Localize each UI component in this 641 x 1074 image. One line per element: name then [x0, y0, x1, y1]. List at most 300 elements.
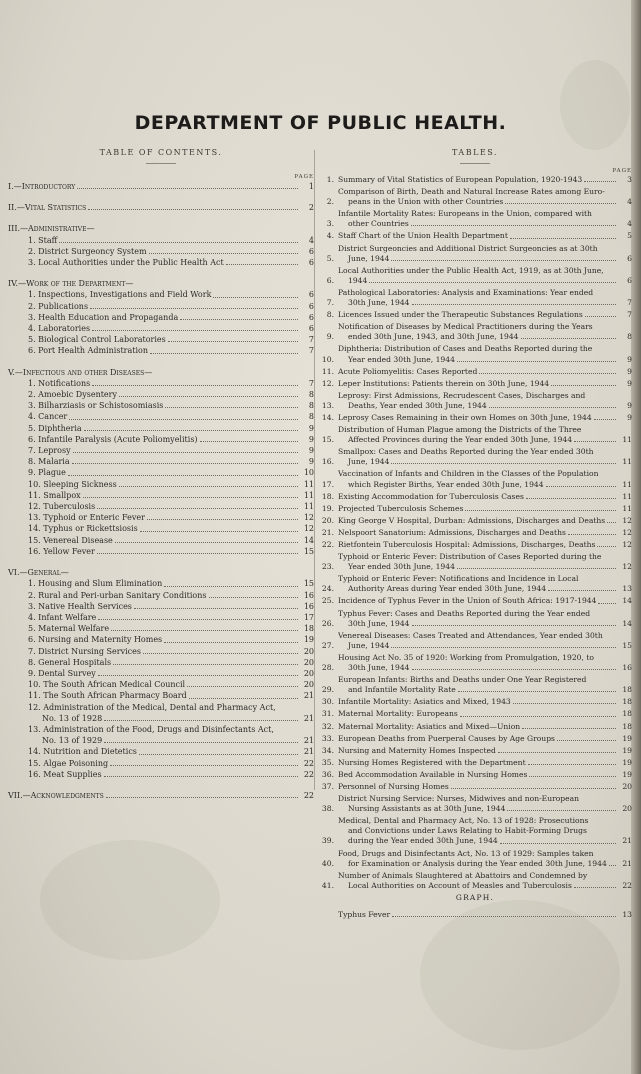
- contents-entry[interactable]: [8, 546, 314, 557]
- table-entry[interactable]: [318, 734, 632, 744]
- table-entry-text: 30th June, 1944: [348, 618, 410, 628]
- section-page: 1: [308, 182, 314, 191]
- dot-leader: [106, 797, 298, 798]
- table-entry-line: [338, 540, 618, 550]
- table-entry-line: [338, 367, 618, 377]
- table-entry[interactable]: [318, 596, 632, 606]
- entry-text: 4. Laboratories: [28, 324, 91, 334]
- table-entry[interactable]: [318, 175, 632, 185]
- dot-leader: [391, 647, 616, 648]
- table-entry-text: District Surgeoncies and Additional District Surgeoncies as at 30th: [338, 243, 598, 253]
- dot-leader: [200, 441, 298, 442]
- table-page: 8: [627, 332, 632, 342]
- heading-rule: [460, 163, 490, 164]
- table-entry-text: June, 1944: [348, 253, 390, 263]
- contents-entry[interactable]: [8, 345, 314, 356]
- table-entry[interactable]: [318, 516, 632, 526]
- dot-leader: [585, 316, 616, 317]
- table-number: 28.: [321, 663, 334, 673]
- table-entry[interactable]: [318, 266, 632, 286]
- entry-page: 20: [303, 680, 314, 690]
- table-page: 21: [622, 836, 632, 846]
- section-label: VII.—Acknowledgments: [8, 790, 104, 800]
- table-entry-text: Smallpox: Cases and Deaths Reported during the Year ended 30th: [338, 447, 594, 457]
- table-page: 11: [622, 491, 632, 501]
- section-page: 22: [303, 790, 314, 800]
- table-entry-line: [338, 734, 618, 744]
- table-page: 9: [627, 354, 632, 364]
- table-number: 26.: [321, 618, 334, 628]
- table-entry[interactable]: [318, 469, 632, 489]
- table-entry-body: [338, 722, 618, 732]
- table-number: 10.: [321, 354, 334, 364]
- table-number: 25.: [321, 596, 334, 606]
- table-entry[interactable]: [318, 722, 632, 732]
- contents-entry[interactable]: [8, 257, 314, 268]
- table-entry-text: King George V Hospital, Durban: Admissions, Discharges and Deaths: [338, 515, 606, 525]
- table-entry[interactable]: [318, 187, 632, 207]
- entry-text: 3. Local Authorities under the Public Health Act: [28, 258, 224, 268]
- table-entry[interactable]: [318, 504, 632, 514]
- table-entry-line: [338, 197, 618, 207]
- contents-entry[interactable]: [8, 490, 314, 501]
- dot-leader: [528, 764, 616, 765]
- table-number: 21.: [321, 527, 334, 537]
- table-entry-text: European Deaths from Puerperal Causes by Age Groups: [338, 733, 555, 743]
- table-entry-text: Local Authorities on Account of Measles and Tuberculosis: [348, 880, 572, 890]
- contents-entry[interactable]: [8, 301, 314, 312]
- table-entry-line: [338, 794, 618, 804]
- table-entry-line: [338, 562, 618, 572]
- table-entry-line: [338, 332, 618, 342]
- contents-entry[interactable]: [8, 690, 314, 701]
- table-entry[interactable]: [318, 552, 632, 572]
- entry-page: 6: [308, 246, 314, 256]
- entry-text: 11. The South African Pharmacy Board: [28, 691, 187, 701]
- dot-leader: [489, 407, 616, 408]
- table-entry[interactable]: [318, 344, 632, 364]
- table-entry-line: [338, 826, 618, 836]
- entry-page: 9: [308, 446, 314, 456]
- table-entry-text: Vaccination of Infants and Children in the Classes of the Population: [338, 469, 599, 479]
- contents-entry[interactable]: [8, 657, 314, 668]
- entry-page: 21: [303, 747, 314, 757]
- dot-leader: [92, 330, 298, 331]
- table-entry[interactable]: [318, 746, 632, 756]
- table-entry[interactable]: [318, 540, 632, 550]
- dot-leader: [574, 441, 616, 442]
- table-entry[interactable]: [318, 447, 632, 467]
- table-number: 24.: [321, 584, 334, 594]
- entry-page: 8: [308, 412, 314, 422]
- dot-leader: [119, 396, 298, 397]
- dot-leader: [594, 419, 616, 420]
- table-entry-line: [338, 804, 618, 814]
- entry-text: 16. Meat Supplies: [28, 769, 102, 779]
- contents-section[interactable]: [8, 278, 314, 289]
- table-number: 29.: [321, 685, 334, 695]
- table-entry[interactable]: [318, 391, 632, 411]
- entry-page: 6: [308, 301, 314, 311]
- table-entry-line: [338, 425, 618, 435]
- table-page: 9: [627, 412, 632, 422]
- contents-entry[interactable]: [8, 623, 314, 634]
- entry-text: 10. The South African Medical Council: [28, 680, 186, 690]
- contents-entry[interactable]: [8, 724, 314, 746]
- table-entry-line: [338, 379, 618, 389]
- table-page: 18: [622, 721, 632, 731]
- contents-entry[interactable]: [8, 523, 314, 534]
- dot-leader: [77, 188, 298, 189]
- contents-entry[interactable]: [8, 423, 314, 434]
- dot-leader: [149, 253, 298, 254]
- entry-page: 9: [308, 434, 314, 444]
- table-entry-line: [338, 288, 618, 298]
- dot-leader: [73, 452, 298, 453]
- table-page: 20: [622, 781, 632, 791]
- graph-entry-page: 13: [622, 909, 632, 919]
- table-entry[interactable]: [318, 379, 632, 389]
- paper-stain: [420, 900, 620, 1050]
- table-entry-line: [338, 641, 618, 651]
- table-entry-line: [338, 552, 618, 562]
- table-page: 19: [622, 745, 632, 755]
- contents-section[interactable]: [8, 202, 314, 213]
- contents-entry-line: [8, 724, 314, 735]
- contents-entry[interactable]: [8, 758, 314, 769]
- table-number: 30.: [321, 697, 334, 707]
- dot-leader: [505, 203, 616, 204]
- entry-text: 12. Tuberculosis: [28, 502, 96, 512]
- section-label: II.—Vital Statistics: [8, 203, 87, 213]
- contents-entry[interactable]: [8, 746, 314, 757]
- table-entry[interactable]: [318, 310, 632, 320]
- dot-leader: [412, 669, 617, 670]
- table-entry[interactable]: [318, 367, 632, 377]
- table-number: 17.: [321, 479, 334, 489]
- table-entry-text: for Examination or Analysis during the Year ended 30th June, 1944: [348, 858, 607, 868]
- table-page: 7: [627, 310, 632, 320]
- contents-section[interactable]: [8, 790, 314, 801]
- section-label: V.—Infectious and other Diseases—: [8, 367, 153, 377]
- table-number: 13.: [321, 400, 334, 410]
- table-entry[interactable]: [318, 709, 632, 719]
- table-entry-text: Licences Issued under the Therapeutic Substances Regulations: [338, 310, 583, 320]
- entry-page: 6: [308, 258, 314, 268]
- table-page: 12: [622, 562, 632, 572]
- contents-entry[interactable]: [8, 646, 314, 657]
- contents-entry[interactable]: [8, 378, 314, 389]
- table-entry[interactable]: [318, 231, 632, 241]
- entry-text: 2. Rural and Peri-urban Sanitary Conditions: [28, 590, 207, 600]
- table-entry-text: ended 30th June, 1943, and 30th June, 1944: [348, 332, 519, 342]
- dot-leader: [98, 675, 298, 676]
- table-entry-text: European Infants: Births and Deaths under One Year Registered: [338, 675, 587, 685]
- table-entry-body: [338, 709, 618, 719]
- table-entry-line: [338, 187, 618, 197]
- table-number: 35.: [321, 757, 334, 767]
- dot-leader: [97, 553, 298, 554]
- table-page: 12: [622, 527, 632, 537]
- table-entry-line: [338, 697, 618, 707]
- entry-text: 2. Amoebic Dysentery: [28, 390, 118, 400]
- contents-section[interactable]: [8, 367, 314, 378]
- table-entry-line: [338, 528, 618, 538]
- table-entry-body: [338, 794, 618, 814]
- table-entry-body: [338, 552, 618, 572]
- table-page: 5: [627, 231, 632, 241]
- dot-leader: [598, 603, 616, 604]
- dot-leader: [584, 181, 616, 182]
- contents-entry[interactable]: [8, 702, 314, 724]
- contents-heading: TABLE OF CONTENTS.: [99, 148, 223, 157]
- contents-entry[interactable]: [8, 535, 314, 546]
- entry-page: 9: [308, 457, 314, 467]
- table-entry-line: [338, 219, 618, 229]
- table-entry-body: [338, 425, 618, 445]
- table-entry-text: Pathological Laboratories: Analysis and Examinations: Year ended: [338, 287, 594, 297]
- entry-page: 9: [308, 423, 314, 433]
- contents-entry[interactable]: [8, 590, 314, 601]
- contents-entry[interactable]: [8, 434, 314, 445]
- table-entry-body: [338, 574, 618, 594]
- entry-page: 12: [303, 524, 314, 534]
- contents-column: [8, 146, 314, 801]
- table-page: 3: [627, 175, 632, 184]
- table-entry-text: Infantile Mortality Rates: Europeans in the Union, compared with: [338, 209, 592, 219]
- table-entry[interactable]: [318, 609, 632, 629]
- dot-leader: [574, 887, 616, 888]
- table-entry[interactable]: [318, 697, 632, 707]
- dot-leader: [226, 264, 298, 265]
- entry-page: 11: [303, 479, 314, 489]
- table-entry-line: [338, 401, 618, 411]
- table-number: 15.: [321, 435, 334, 445]
- dot-leader: [507, 810, 616, 811]
- contents-entry[interactable]: [8, 668, 314, 679]
- table-entry-body: [338, 209, 618, 229]
- contents-entry[interactable]: [8, 512, 314, 523]
- contents-entry[interactable]: [8, 679, 314, 690]
- table-entry-text: which Register Births, Year ended 30th June, 1944: [348, 479, 544, 489]
- table-entry-text: Incidence of Typhus Fever in the Union of South Africa: 1917-1944: [338, 596, 597, 606]
- table-number: 23.: [321, 562, 334, 572]
- table-entry[interactable]: [318, 413, 632, 423]
- contents-entry[interactable]: [8, 389, 314, 400]
- table-entry-line: [338, 310, 618, 320]
- dot-leader: [68, 475, 298, 476]
- table-entry-line: [338, 504, 618, 514]
- dot-leader: [115, 542, 298, 543]
- entry-text: 15. Algae Poisoning: [28, 758, 109, 768]
- contents-entry[interactable]: [8, 289, 314, 300]
- table-entry-text: Maternal Mortality: Asiatics and Mixed—Union: [338, 721, 521, 731]
- contents-entry[interactable]: [8, 235, 314, 246]
- dot-leader: [597, 546, 616, 547]
- table-entry-line: [338, 631, 618, 641]
- table-entry-line: [338, 663, 618, 673]
- table-entry-line: [338, 298, 618, 308]
- table-number: 18.: [321, 491, 334, 501]
- entry-page: 15: [303, 546, 314, 556]
- table-entry[interactable]: [318, 675, 632, 695]
- table-entry-line: [338, 596, 618, 606]
- table-entry[interactable]: [318, 794, 632, 814]
- table-entry-line: [338, 782, 618, 792]
- contents-entry[interactable]: [8, 400, 314, 411]
- table-entry-body: [338, 697, 618, 707]
- table-entry-body: [338, 344, 618, 364]
- table-entry-body: [338, 379, 618, 389]
- table-entry-body: [338, 596, 618, 606]
- table-page: 12: [622, 540, 632, 549]
- table-entry-body: [338, 266, 618, 286]
- table-entry[interactable]: [318, 816, 632, 846]
- entry-page: 8: [308, 401, 314, 411]
- section-label: VI.—General—: [8, 568, 69, 578]
- dot-leader: [513, 703, 616, 704]
- table-entry-line: [338, 457, 618, 467]
- table-entry-text: Typhoid or Enteric Fever: Distribution of Cases Reported during the: [338, 552, 602, 562]
- dot-leader: [521, 338, 616, 339]
- table-page: 11: [622, 457, 632, 467]
- table-number: 9.: [326, 332, 334, 342]
- table-entry[interactable]: [318, 425, 632, 445]
- table-entry-text: Nursing Homes Registered with the Department: [338, 757, 526, 767]
- entry-page: 11: [303, 502, 314, 512]
- table-entry-text: Nelspoort Sanatorium: Admissions, Discharges and Deaths: [338, 527, 566, 537]
- contents-entry[interactable]: [8, 246, 314, 257]
- table-entry-body: [338, 447, 618, 467]
- contents-entry[interactable]: [8, 334, 314, 345]
- entry-text: 1. Notifications: [28, 378, 91, 388]
- entry-text: 4. Cancer: [28, 412, 68, 422]
- contents-entry[interactable]: [8, 456, 314, 467]
- section-label: I.—Introductory: [8, 182, 76, 191]
- table-entry-line: [338, 584, 618, 594]
- dot-leader: [150, 353, 298, 354]
- dot-leader: [457, 361, 616, 362]
- table-entry-text: Housing Act No. 35 of 1920: Working from Promulgation, 1920, to: [338, 652, 594, 662]
- entry-page: 16: [303, 590, 314, 600]
- table-page: 16: [622, 663, 632, 673]
- table-entry-text: Summary of Vital Statistics of European Population, 1920-1943: [338, 175, 583, 184]
- table-entry-body: [338, 770, 618, 780]
- graph-entry[interactable]: [318, 910, 632, 920]
- contents-entry[interactable]: [8, 601, 314, 612]
- contents-entry[interactable]: [8, 467, 314, 478]
- table-entry-text: Medical, Dental and Pharmacy Act, No. 13 of 1928: Prosecutions: [338, 816, 589, 826]
- table-entry-body: [338, 540, 618, 550]
- contents-entry[interactable]: [8, 445, 314, 456]
- table-entry-text: Year ended 30th June, 1944: [348, 354, 455, 364]
- table-entry-line: [338, 322, 618, 332]
- contents-entry[interactable]: [8, 612, 314, 623]
- tables-heading: TABLES.: [452, 148, 498, 157]
- contents-entry[interactable]: [8, 323, 314, 334]
- table-number: 32.: [321, 721, 334, 731]
- contents-section[interactable]: [8, 223, 314, 234]
- dot-leader: [526, 498, 616, 499]
- table-entry[interactable]: [318, 492, 632, 502]
- entry-text: 1. Inspections, Investigations and Field Work: [28, 290, 212, 300]
- contents-entry[interactable]: [8, 578, 314, 589]
- dot-leader: [69, 419, 298, 420]
- contents-entry[interactable]: [8, 769, 314, 780]
- table-entry-text: Comparison of Birth, Death and Natural Increase Rates among Euro-: [338, 187, 605, 197]
- table-page: 6: [627, 253, 632, 263]
- dot-leader: [209, 597, 299, 598]
- table-entry-body: [338, 367, 618, 377]
- dot-leader: [609, 865, 616, 866]
- table-entry-text: Number of Animals Slaughtered at Abattoirs and Condemned by: [338, 870, 588, 880]
- tables-page-label: PAGE: [612, 168, 632, 174]
- contents-entry[interactable]: [8, 411, 314, 422]
- table-entry-line: [338, 413, 618, 423]
- page-edge-shadow: [631, 0, 641, 1074]
- table-number: 27.: [321, 640, 334, 650]
- heading-rule: [146, 163, 176, 164]
- contents-entry[interactable]: [8, 312, 314, 323]
- entry-text: 8. General Hospitals: [28, 657, 112, 667]
- table-entry[interactable]: [318, 574, 632, 594]
- dot-leader: [369, 282, 616, 283]
- table-entry-text: Notification of Diseases by Medical Practitioners during the Years: [338, 322, 593, 332]
- contents-section[interactable]: [8, 181, 314, 192]
- contents-entry[interactable]: [8, 634, 314, 645]
- table-entry[interactable]: [318, 288, 632, 308]
- table-entry-text: 1944: [348, 275, 368, 285]
- table-page: 18: [622, 697, 632, 707]
- contents-entry[interactable]: [8, 479, 314, 490]
- table-entry[interactable]: [318, 871, 632, 891]
- table-entry-line: [338, 244, 618, 254]
- table-entry-body: [338, 413, 618, 423]
- entry-page: 11: [303, 490, 314, 500]
- table-entry[interactable]: [318, 770, 632, 780]
- table-entry-body: [338, 746, 618, 756]
- entry-text: 15. Venereal Disease: [28, 535, 113, 545]
- contents-section[interactable]: [8, 567, 314, 578]
- table-entry-line: [338, 447, 618, 457]
- entry-text: 9. Dental Survey: [28, 668, 96, 678]
- table-entry[interactable]: [318, 653, 632, 673]
- entry-text: 7. Leprosy: [28, 446, 71, 456]
- table-entry-line: [338, 516, 618, 526]
- table-entry[interactable]: [318, 782, 632, 792]
- table-number: 34.: [321, 745, 334, 755]
- entry-text-continued: No. 13 of 1929: [42, 736, 103, 746]
- table-entry-line: [338, 619, 618, 629]
- table-entry-text: Acute Poliomyelitis: Cases Reported: [338, 366, 478, 376]
- table-entry[interactable]: [318, 849, 632, 869]
- dot-leader: [84, 430, 298, 431]
- table-entry[interactable]: [318, 631, 632, 651]
- contents-entry[interactable]: [8, 501, 314, 512]
- table-entry[interactable]: [318, 209, 632, 229]
- table-entry[interactable]: [318, 528, 632, 538]
- dot-leader: [165, 407, 298, 408]
- table-entry[interactable]: [318, 758, 632, 768]
- entry-page: 21: [303, 736, 314, 746]
- table-entry-text: and Convictions under Laws Relating to Habit-Forming Drugs: [348, 826, 587, 836]
- table-page: 11: [622, 435, 632, 445]
- dot-leader: [479, 373, 616, 374]
- table-entry[interactable]: [318, 322, 632, 342]
- section-label: III.—Administrative—: [8, 224, 95, 234]
- entry-text: 3. Bilharziasis or Schistosomiasis: [28, 401, 164, 411]
- table-entry[interactable]: [318, 244, 632, 264]
